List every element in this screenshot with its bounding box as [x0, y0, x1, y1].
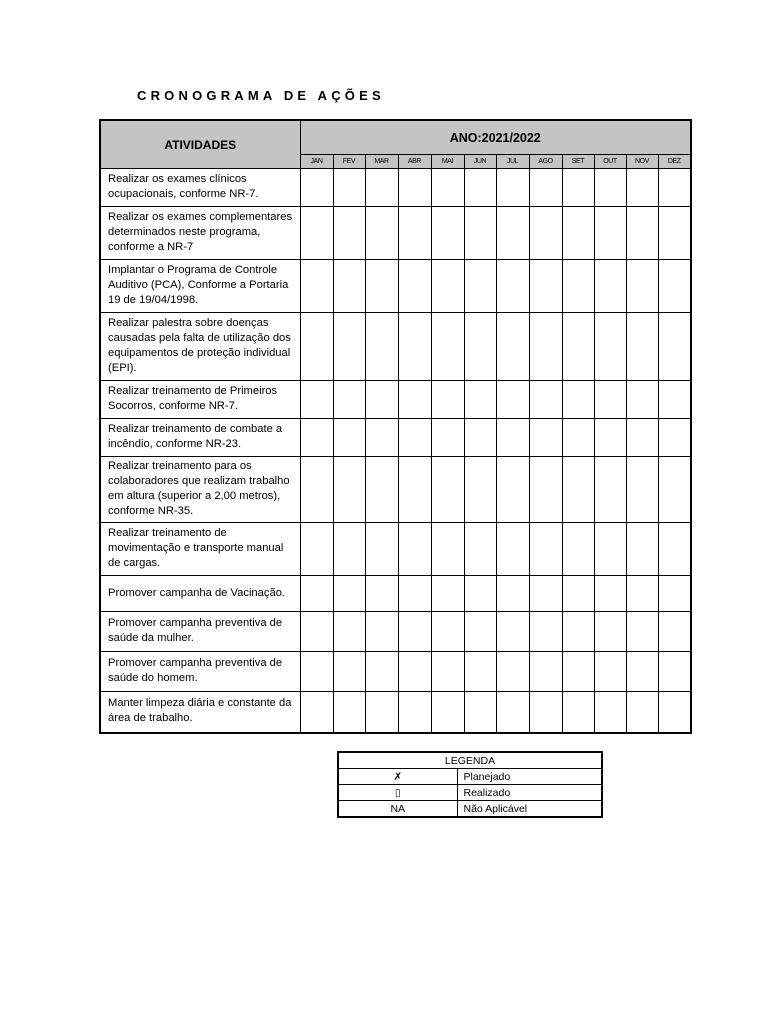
activity-label: Manter limpeza diária e constante da área de trabalho. [100, 692, 300, 733]
schedule-cell [333, 207, 365, 260]
schedule-cell [431, 652, 464, 692]
table-row [100, 576, 691, 612]
schedule-cell [594, 652, 626, 692]
schedule-cell [658, 207, 691, 260]
legend-symbol: ▯ [338, 785, 457, 801]
schedule-cell [398, 169, 431, 207]
schedule-cell [529, 576, 562, 612]
month-header: AGO [529, 155, 562, 169]
schedule-cell [562, 692, 594, 733]
schedule-cell [626, 576, 658, 612]
schedule-cell [365, 692, 398, 733]
schedule-cell [398, 612, 431, 652]
schedule-cell [300, 169, 333, 207]
schedule-cell [658, 523, 691, 576]
legend-label: Realizado [457, 785, 602, 801]
schedule-cell [464, 419, 496, 457]
schedule-cell [529, 652, 562, 692]
schedule-cell [658, 169, 691, 207]
schedule-cell [626, 612, 658, 652]
activity-label: Realizar treinamento de Primeiros Socorros, conforme NR-7. [100, 381, 300, 419]
schedule-cell [658, 313, 691, 381]
schedule-cell [594, 419, 626, 457]
schedule-cell [529, 207, 562, 260]
schedule-cell [626, 169, 658, 207]
schedule-cell [562, 169, 594, 207]
table-row [100, 169, 691, 207]
schedule-cell [626, 457, 658, 523]
schedule-cell [365, 419, 398, 457]
schedule-cell [464, 260, 496, 313]
schedule-cell [333, 523, 365, 576]
activity-label: Implantar o Programa de Controle Auditivo (PCA), Conforme a Portaria 19 de 19/04/1998. [100, 260, 300, 313]
schedule-cell [562, 260, 594, 313]
schedule-cell [496, 313, 529, 381]
schedule-cell [365, 313, 398, 381]
activity-label: Realizar palestra sobre doenças causadas pela falta de utilização dos equipamentos de proteção individual (EPI). [100, 313, 300, 381]
schedule-cell [431, 612, 464, 652]
schedule-cell [529, 260, 562, 313]
month-header: ABR [398, 155, 431, 169]
schedule-cell [300, 457, 333, 523]
table-row [100, 612, 691, 652]
schedule-cell [464, 576, 496, 612]
schedule-cell [398, 419, 431, 457]
schedule-cell [431, 207, 464, 260]
table-row [100, 523, 691, 576]
schedule-cell [464, 612, 496, 652]
schedule-cell [496, 576, 529, 612]
schedule-cell [300, 612, 333, 652]
schedule-cell [431, 381, 464, 419]
schedule-cell [398, 523, 431, 576]
schedule-cell [431, 692, 464, 733]
schedule-cell [398, 313, 431, 381]
schedule-cell [365, 652, 398, 692]
schedule-cell [594, 576, 626, 612]
table-row [100, 207, 691, 260]
schedule-cell [365, 457, 398, 523]
schedule-cell [529, 381, 562, 419]
schedule-cell [562, 652, 594, 692]
schedule-cell [626, 523, 658, 576]
schedule-cell [562, 419, 594, 457]
schedule-cell [365, 169, 398, 207]
activity-label: Promover campanha de Vacinação. [100, 576, 300, 612]
table-row [100, 381, 691, 419]
schedule-cell [333, 652, 365, 692]
table-row [100, 260, 691, 313]
schedule-cell [626, 381, 658, 419]
schedule-cell [594, 457, 626, 523]
schedule-cell [464, 652, 496, 692]
schedule-cell [333, 260, 365, 313]
schedule-cell [562, 612, 594, 652]
schedule-cell [658, 612, 691, 652]
schedule-cell [496, 612, 529, 652]
schedule-cell [594, 313, 626, 381]
legend-title: LEGENDA [338, 752, 602, 769]
schedule-cell [529, 313, 562, 381]
schedule-cell [658, 419, 691, 457]
schedule-cell [529, 612, 562, 652]
activity-label: Realizar treinamento de movimentação e transporte manual de cargas. [100, 523, 300, 576]
legend-label: Não Aplicável [457, 801, 602, 818]
page-title: CRONOGRAMA DE AÇÕES [137, 88, 385, 103]
month-header: OUT [594, 155, 626, 169]
schedule-cell [529, 457, 562, 523]
schedule-cell [300, 381, 333, 419]
month-header: FEV [333, 155, 365, 169]
schedule-cell [365, 576, 398, 612]
schedule-cell [594, 260, 626, 313]
legend-body [338, 769, 602, 818]
legend-symbol: NA [338, 801, 457, 818]
schedule-cell [333, 457, 365, 523]
schedule-cell [464, 523, 496, 576]
month-header: MAI [431, 155, 464, 169]
schedule-cell [431, 576, 464, 612]
schedule-cell [333, 419, 365, 457]
schedule-cell [333, 692, 365, 733]
schedule-cell [464, 381, 496, 419]
schedule-cell [365, 612, 398, 652]
schedule-cell [398, 381, 431, 419]
month-header: JUL [496, 155, 529, 169]
legend-label: Planejado [457, 769, 602, 785]
schedule-cell [365, 260, 398, 313]
schedule-cell [658, 652, 691, 692]
schedule-cell [398, 260, 431, 313]
schedule-cell [431, 260, 464, 313]
schedule-cell [658, 457, 691, 523]
schedule-cell [365, 207, 398, 260]
schedule-cell [562, 576, 594, 612]
schedule-cell [300, 313, 333, 381]
schedule-cell [496, 523, 529, 576]
schedule-cell [333, 313, 365, 381]
schedule-cell [300, 419, 333, 457]
schedule-cell [464, 207, 496, 260]
schedule-cell [300, 260, 333, 313]
schedule-cell [398, 576, 431, 612]
schedule-cell [626, 313, 658, 381]
schedule-cell [464, 313, 496, 381]
schedule-table [99, 119, 692, 734]
activity-label: Promover campanha preventiva de saúde do homem. [100, 652, 300, 692]
schedule-cell [496, 169, 529, 207]
schedule-cell [496, 260, 529, 313]
header-row [100, 120, 691, 155]
schedule-cell [562, 207, 594, 260]
month-header: NOV [626, 155, 658, 169]
activity-label: Realizar treinamento para os colaboradores que realizam trabalho em altura (superior a 2,00 metros), conforme NR-35. [100, 457, 300, 523]
table-row [100, 692, 691, 733]
legend-table [337, 751, 603, 818]
activity-label: Realizar os exames clínicos ocupacionais, conforme NR-7. [100, 169, 300, 207]
schedule-cell [594, 207, 626, 260]
table-row [100, 652, 691, 692]
schedule-cell [398, 652, 431, 692]
schedule-cell [658, 576, 691, 612]
schedule-cell [398, 692, 431, 733]
schedule-cell [626, 207, 658, 260]
month-header: MAR [365, 155, 398, 169]
schedule-cell [562, 381, 594, 419]
activity-label: Realizar treinamento de combate a incêndio, conforme NR-23. [100, 419, 300, 457]
schedule-cell [594, 381, 626, 419]
schedule-cell [431, 313, 464, 381]
schedule-cell [300, 207, 333, 260]
schedule-cell [464, 692, 496, 733]
schedule-cell [594, 523, 626, 576]
schedule-cell [562, 313, 594, 381]
schedule-cell [626, 692, 658, 733]
table-row [100, 313, 691, 381]
schedule-cell [562, 457, 594, 523]
table-row [100, 457, 691, 523]
schedule-cell [333, 612, 365, 652]
schedule-cell [300, 652, 333, 692]
schedule-cell [658, 381, 691, 419]
schedule-cell [464, 457, 496, 523]
schedule-cell [431, 169, 464, 207]
schedule-cell [626, 652, 658, 692]
activity-label: Promover campanha preventiva de saúde da mulher. [100, 612, 300, 652]
schedule-cell [333, 169, 365, 207]
year-header: ANO:2021/2022 [300, 120, 691, 155]
schedule-cell [658, 692, 691, 733]
schedule-cell [529, 692, 562, 733]
schedule-cell [398, 207, 431, 260]
schedule-body [100, 169, 691, 733]
schedule-cell [529, 523, 562, 576]
schedule-cell [496, 381, 529, 419]
schedule-cell [529, 419, 562, 457]
legend-row [338, 769, 602, 785]
month-header: JUN [464, 155, 496, 169]
schedule-cell [333, 381, 365, 419]
schedule-cell [626, 419, 658, 457]
schedule-cell [496, 419, 529, 457]
schedule-cell [496, 457, 529, 523]
schedule-cell [496, 652, 529, 692]
schedule-cell [562, 523, 594, 576]
schedule-cell [496, 207, 529, 260]
schedule-cell [464, 169, 496, 207]
schedule-cell [365, 381, 398, 419]
schedule-cell [365, 523, 398, 576]
schedule-cell [431, 523, 464, 576]
month-header: DEZ [658, 155, 691, 169]
table-row [100, 419, 691, 457]
schedule-cell [594, 692, 626, 733]
schedule-cell [658, 260, 691, 313]
activities-header: ATIVIDADES [100, 120, 300, 169]
legend-row [338, 801, 602, 818]
schedule-cell [333, 576, 365, 612]
schedule-cell [300, 576, 333, 612]
schedule-cell [431, 457, 464, 523]
schedule-cell [626, 260, 658, 313]
schedule-cell [431, 419, 464, 457]
schedule-cell [594, 612, 626, 652]
month-header: JAN [300, 155, 333, 169]
schedule-cell [300, 523, 333, 576]
schedule-cell [496, 692, 529, 733]
schedule-cell [300, 692, 333, 733]
legend-symbol: ✗ [338, 769, 457, 785]
activity-label: Realizar os exames complementares determinados neste programa, conforme a NR-7 [100, 207, 300, 260]
schedule-cell [398, 457, 431, 523]
schedule-cell [594, 169, 626, 207]
legend-row [338, 785, 602, 801]
month-header: SET [562, 155, 594, 169]
schedule-cell [529, 169, 562, 207]
